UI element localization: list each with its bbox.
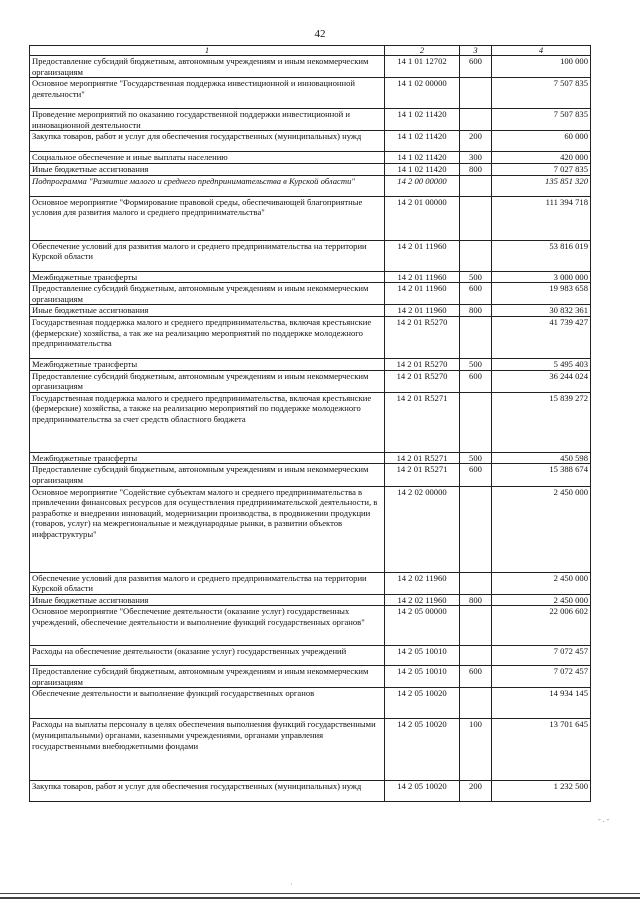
row-expense-type: 200 <box>460 131 492 152</box>
row-name: Предоставление субсидий бюджетным, автономным учреждениям и иным некоммерческим организациям <box>30 370 385 392</box>
bottom-rule <box>0 897 640 899</box>
table-row <box>30 688 591 719</box>
page-number: 42 <box>314 28 326 40</box>
row-code: 14 2 02 00000 <box>385 486 460 572</box>
row-sum: 15 388 674 <box>492 464 591 486</box>
row-sum: 100 000 <box>492 56 591 78</box>
row-code: 14 2 01 11960 <box>385 305 460 317</box>
row-sum: 22 006 602 <box>492 606 591 646</box>
row-expense-type <box>460 109 492 131</box>
row-sum: 111 394 718 <box>492 196 591 240</box>
row-name: Иные бюджетные ассигнования <box>30 163 385 175</box>
row-expense-type: 300 <box>460 152 492 164</box>
row-code: 14 2 00 00000 <box>385 175 460 196</box>
row-sum: 1 232 500 <box>492 781 591 802</box>
row-sum: 2 450 000 <box>492 594 591 606</box>
row-sum: 135 851 320 <box>492 175 591 196</box>
row-expense-type: 100 <box>460 719 492 781</box>
row-name: Государственная поддержка малого и среднего предпринимательства, включая крестьянские (фермерские) хозяйства, а также на реализацию мероприятий по поддержке молодежного предпринимательства за счет средств областного бюджета <box>30 392 385 452</box>
table-row <box>30 666 591 688</box>
table-row <box>30 56 591 78</box>
row-expense-type <box>460 688 492 719</box>
row-sum: 450 598 <box>492 452 591 464</box>
row-name: Основное мероприятие "Формирование правовой среды, обеспечивающей благоприятные условия для развития малого и среднего предпринимательства" <box>30 196 385 240</box>
row-expense-type <box>460 606 492 646</box>
row-name: Расходы на выплаты персоналу в целях обеспечения выполнения функций государственными (муниципальными) органами, казенными учреждениями, органами управления государственными внебюджетными фондами <box>30 719 385 781</box>
table-row <box>30 358 591 370</box>
scan-speck: · <box>290 880 293 889</box>
table-row <box>30 572 591 594</box>
row-sum: 420 000 <box>492 152 591 164</box>
row-expense-type: 600 <box>460 283 492 305</box>
row-code: 14 1 02 11420 <box>385 163 460 175</box>
header-col-2: 2 <box>385 46 460 56</box>
row-name: Межбюджетные трансферты <box>30 452 385 464</box>
table-row <box>30 646 591 666</box>
row-expense-type: 500 <box>460 271 492 283</box>
table-row <box>30 271 591 283</box>
row-name: Предоставление субсидий бюджетным, автономным учреждениям и иным некоммерческим организациям <box>30 464 385 486</box>
row-name: Обеспечение условий для развития малого и среднего предпринимательства на территории Курской области <box>30 240 385 271</box>
row-name: Подпрограмма "Развитие малого и среднего предпринимательства в Курской области" <box>30 175 385 196</box>
row-name: Обеспечение условий для развития малого и среднего предпринимательства на территории Курской области <box>30 572 385 594</box>
row-sum: 14 934 145 <box>492 688 591 719</box>
row-expense-type <box>460 196 492 240</box>
table-row <box>30 452 591 464</box>
row-name: Основное мероприятие "Содействие субъектам малого и среднего предпринимательства в привлечении финансовых ресурсов для осуществления предпринимательской деятельности, в разработке и внедрении инноваций, модернизации производства, в продвижении продукции (товаров, услуг) на межрегиональные и международные рынки, в развитии объектов инфраструктуры" <box>30 486 385 572</box>
row-expense-type <box>460 572 492 594</box>
table-row <box>30 131 591 152</box>
row-name: Межбюджетные трансферты <box>30 271 385 283</box>
row-code: 14 2 05 10020 <box>385 719 460 781</box>
table-row <box>30 305 591 317</box>
row-name: Проведение мероприятий по оказанию государственной поддержки инвестиционной и инновационной деятельности <box>30 109 385 131</box>
row-expense-type: 200 <box>460 781 492 802</box>
row-name: Межбюджетные трансферты <box>30 358 385 370</box>
row-code: 14 2 01 R5270 <box>385 370 460 392</box>
row-name: Закупка товаров, работ и услуг для обеспечения государственных (муниципальных) нужд <box>30 781 385 802</box>
row-code: 14 2 01 R5271 <box>385 464 460 486</box>
row-expense-type <box>460 646 492 666</box>
row-code: 14 2 01 R5271 <box>385 452 460 464</box>
row-sum: 53 816 019 <box>492 240 591 271</box>
row-code: 14 2 01 R5271 <box>385 392 460 452</box>
table-row <box>30 486 591 572</box>
table-row <box>30 370 591 392</box>
row-name: Обеспечение деятельности и выполнение функций государственных органов <box>30 688 385 719</box>
row-code: 14 2 01 R5270 <box>385 358 460 370</box>
row-name: Государственная поддержка малого и среднего предпринимательства, включая крестьянские (фермерские) хозяйства, а так же на реализацию мероприятий по поддержке молодежного предпринимательства <box>30 316 385 358</box>
row-sum: 41 739 427 <box>492 316 591 358</box>
row-sum: 7 507 835 <box>492 78 591 109</box>
table-row <box>30 175 591 196</box>
table-row <box>30 196 591 240</box>
row-sum: 2 450 000 <box>492 572 591 594</box>
table-row <box>30 283 591 305</box>
table-row <box>30 109 591 131</box>
table-header-row <box>30 46 591 56</box>
row-name: Предоставление субсидий бюджетным, автономным учреждениям и иным некоммерческим организациям <box>30 56 385 78</box>
bottom-rule <box>0 893 640 894</box>
row-expense-type <box>460 78 492 109</box>
header-col-4: 4 <box>492 46 591 56</box>
table-row <box>30 78 591 109</box>
table-row <box>30 316 591 358</box>
table-row <box>30 464 591 486</box>
table-row <box>30 240 591 271</box>
row-sum: 7 027 835 <box>492 163 591 175</box>
row-expense-type: 600 <box>460 56 492 78</box>
table-row <box>30 163 591 175</box>
row-expense-type: 600 <box>460 464 492 486</box>
row-name: Иные бюджетные ассигнования <box>30 594 385 606</box>
row-expense-type: 800 <box>460 163 492 175</box>
row-expense-type: 600 <box>460 370 492 392</box>
row-code: 14 2 05 10020 <box>385 781 460 802</box>
row-sum: 30 832 361 <box>492 305 591 317</box>
row-expense-type: 800 <box>460 305 492 317</box>
table-row <box>30 781 591 802</box>
row-name: Основное мероприятие "Обеспечение деятельности (оказание услуг) государственных учреждений, обеспечение деятельности и выполнение функций государственных органов" <box>30 606 385 646</box>
row-code: 14 1 02 11420 <box>385 109 460 131</box>
row-code: 14 2 05 00000 <box>385 606 460 646</box>
row-code: 14 2 01 11960 <box>385 271 460 283</box>
row-code: 14 1 02 00000 <box>385 78 460 109</box>
row-name: Предоставление субсидий бюджетным, автономным учреждениям и иным некоммерческим организациям <box>30 666 385 688</box>
row-code: 14 2 02 11960 <box>385 594 460 606</box>
row-name: Закупка товаров, работ и услуг для обеспечения государственных (муниципальных) нужд <box>30 131 385 152</box>
row-name: Предоставление субсидий бюджетным, автономным учреждениям и иным некоммерческим организациям <box>30 283 385 305</box>
row-code: 14 2 02 11960 <box>385 572 460 594</box>
row-sum: 19 983 658 <box>492 283 591 305</box>
row-code: 14 2 01 00000 <box>385 196 460 240</box>
scan-speck: ‐ . ‐ <box>598 815 610 824</box>
header-col-1: 1 <box>30 46 385 56</box>
table-row <box>30 606 591 646</box>
row-code: 14 2 05 10010 <box>385 646 460 666</box>
row-sum: 7 072 457 <box>492 646 591 666</box>
row-expense-type: 800 <box>460 594 492 606</box>
row-code: 14 2 01 R5270 <box>385 316 460 358</box>
row-expense-type: 500 <box>460 452 492 464</box>
row-expense-type <box>460 392 492 452</box>
header-col-3: 3 <box>460 46 492 56</box>
row-sum: 7 072 457 <box>492 666 591 688</box>
row-sum: 5 495 403 <box>492 358 591 370</box>
row-sum: 7 507 835 <box>492 109 591 131</box>
row-name: Иные бюджетные ассигнования <box>30 305 385 317</box>
row-expense-type <box>460 486 492 572</box>
row-sum: 2 450 000 <box>492 486 591 572</box>
row-expense-type: 600 <box>460 666 492 688</box>
row-sum: 3 000 000 <box>492 271 591 283</box>
row-code: 14 2 05 10020 <box>385 688 460 719</box>
row-name: Социальное обеспечение и иные выплаты населению <box>30 152 385 164</box>
row-sum: 13 701 645 <box>492 719 591 781</box>
row-sum: 36 244 024 <box>492 370 591 392</box>
row-expense-type <box>460 240 492 271</box>
table-row <box>30 392 591 452</box>
row-code: 14 1 01 12702 <box>385 56 460 78</box>
row-name: Основное мероприятие "Государственная поддержка инвестиционной и инновационной деятельности" <box>30 78 385 109</box>
table-row <box>30 594 591 606</box>
row-code: 14 1 02 11420 <box>385 152 460 164</box>
row-name: Расходы на обеспечение деятельности (оказание услуг) государственных учреждений <box>30 646 385 666</box>
row-sum: 15 839 272 <box>492 392 591 452</box>
row-expense-type <box>460 316 492 358</box>
row-code: 14 1 02 11420 <box>385 131 460 152</box>
budget-table <box>29 45 591 802</box>
row-expense-type: 500 <box>460 358 492 370</box>
row-sum: 60 000 <box>492 131 591 152</box>
table-row <box>30 152 591 164</box>
row-code: 14 2 01 11960 <box>385 240 460 271</box>
row-code: 14 2 01 11960 <box>385 283 460 305</box>
row-expense-type <box>460 175 492 196</box>
table-row <box>30 719 591 781</box>
row-code: 14 2 05 10010 <box>385 666 460 688</box>
